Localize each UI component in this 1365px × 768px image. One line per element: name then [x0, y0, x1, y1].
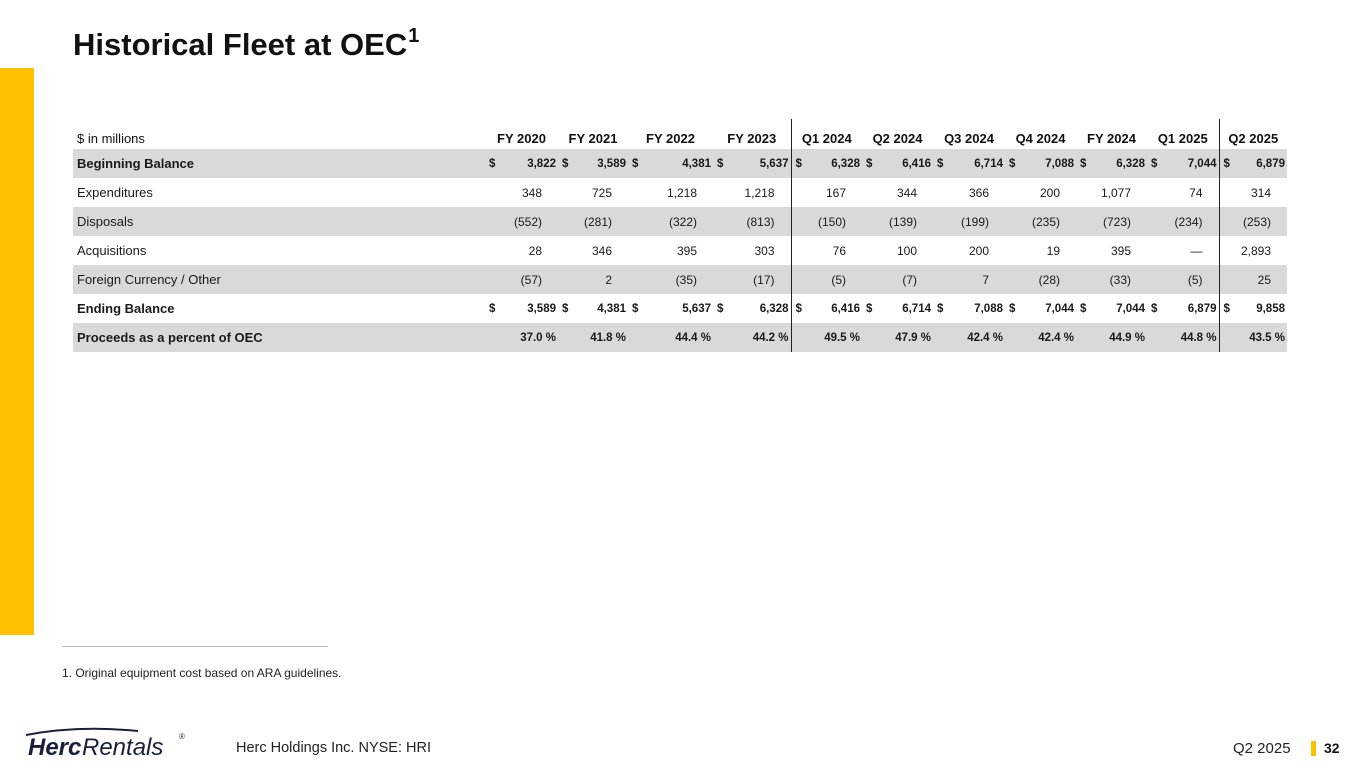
table-cell: [862, 149, 933, 178]
page-title: Historical Fleet at OEC$^1$: [73, 25, 420, 62]
currency-symbol: $: [795, 157, 802, 170]
column-header: Q2 2025: [1219, 119, 1287, 149]
table-cell: 1,218: [744, 185, 775, 200]
column-header: FY 2024: [1087, 131, 1136, 146]
cell-value: 6,714: [974, 157, 1003, 170]
currency-symbol: $: [1151, 302, 1158, 315]
cell-value: 3,589: [527, 302, 556, 315]
table-cell: 43.5 %: [1219, 323, 1287, 352]
herc-rentals-logo: [18, 726, 190, 762]
cell-value: 7,088: [974, 302, 1003, 315]
cell-value: 7,088: [1045, 157, 1074, 170]
table-cell: (139): [862, 207, 933, 236]
cell-value: 5,637: [682, 302, 711, 315]
row-label: Proceeds as a percent of OEC: [73, 323, 485, 352]
table-cell: 28: [528, 243, 542, 258]
table-cell: 25: [1219, 265, 1287, 294]
currency-symbol: $: [866, 157, 873, 170]
column-header: FY 2021: [568, 131, 618, 146]
units-label: $ in millions: [77, 131, 145, 146]
accent-side-bar: [0, 68, 34, 635]
cell-value: 7,044: [1116, 302, 1145, 315]
table-cell: 314: [1219, 178, 1287, 207]
footnote: 1. Original equipment cost based on ARA guidelines.: [62, 666, 342, 680]
table-cell: 44.9 %: [1076, 323, 1147, 352]
header-row: [73, 119, 1287, 149]
table-cell: 47.9 %: [862, 323, 933, 352]
cell-value: 9,858: [1256, 302, 1285, 315]
table-cell: 725: [591, 185, 612, 200]
table-cell: (28): [1005, 265, 1076, 294]
cell-value: 6,879: [1256, 157, 1285, 170]
table-cell: [791, 294, 862, 323]
table-cell: 37.0 %: [485, 323, 558, 352]
table-cell: [1076, 149, 1147, 178]
currency-symbol: $: [1009, 302, 1016, 315]
currency-symbol: $: [562, 157, 569, 170]
table-cell: [713, 294, 791, 323]
table-cell: (723): [1076, 207, 1147, 236]
currency-symbol: $: [1080, 157, 1087, 170]
row-label: Beginning Balance: [73, 149, 485, 178]
cell-value: 4,381: [682, 157, 711, 170]
table-cell: [1147, 149, 1219, 178]
table-cell: [558, 294, 628, 323]
table-cell: (281): [558, 207, 628, 236]
table-row: [73, 236, 1287, 265]
currency-symbol: $: [937, 302, 944, 315]
table-cell: (5): [791, 265, 862, 294]
table-cell: [485, 294, 558, 323]
table-cell: 344: [896, 185, 917, 200]
table-row: [73, 294, 1287, 323]
cell-value: 6,328: [759, 302, 789, 315]
currency-symbol: $: [632, 302, 639, 315]
table-cell: [1076, 294, 1147, 323]
table-cell: 41.8 %: [558, 323, 628, 352]
currency-symbol: $: [717, 157, 724, 170]
table-cell: 44.8 %: [1147, 323, 1219, 352]
cell-value: 6,328: [1116, 157, 1145, 170]
table-cell: 42.4 %: [1005, 323, 1076, 352]
table-cell: (813): [713, 207, 791, 236]
table-body: [73, 149, 1287, 352]
cell-value: 6,416: [831, 302, 860, 315]
table-cell: (199): [933, 207, 1005, 236]
column-header: FY 2023: [727, 131, 777, 146]
cell-value: 7,044: [1187, 157, 1217, 170]
table-cell: 1,077: [1100, 185, 1131, 200]
cell-value: 5,637: [759, 157, 789, 170]
table-cell: (253): [1219, 207, 1287, 236]
currency-symbol: $: [866, 302, 873, 315]
table-cell: —: [1190, 243, 1203, 258]
cell-value: 6,328: [831, 157, 860, 170]
column-header: FY 2022: [646, 131, 695, 146]
table-cell: (552): [485, 207, 558, 236]
footnote-divider: [62, 646, 328, 647]
table-row: [73, 265, 1287, 294]
table-cell: [628, 294, 713, 323]
table-cell: [1219, 149, 1287, 178]
currency-symbol: $: [1223, 302, 1230, 315]
table-cell: [713, 149, 791, 178]
currency-symbol: $: [562, 302, 569, 315]
table-cell: (7): [862, 265, 933, 294]
column-header: Q4 2024: [1015, 131, 1066, 146]
title-footnote-marker: 1: [408, 25, 420, 47]
table-cell: 49.5 %: [791, 323, 862, 352]
currency-symbol: $: [489, 302, 496, 315]
currency-symbol: $: [937, 157, 944, 170]
table-row: [73, 149, 1287, 178]
table-cell: 303: [754, 243, 775, 258]
cell-value: 7,044: [1045, 302, 1074, 315]
row-label: Expenditures: [77, 185, 153, 200]
table-cell: (234): [1147, 207, 1219, 236]
table-row: [73, 323, 1287, 352]
table-cell: 1,218: [666, 185, 697, 200]
cell-value: 3,822: [527, 157, 556, 170]
table-cell: [485, 149, 558, 178]
table-cell: 395: [1110, 243, 1131, 258]
table-cell: 2: [558, 265, 628, 294]
table-cell: [1005, 294, 1076, 323]
table-cell: (17): [713, 265, 791, 294]
table-cell: 346: [591, 243, 612, 258]
row-label: Ending Balance: [77, 301, 175, 316]
table-cell: 2,893: [1219, 236, 1287, 265]
table-cell: 42.4 %: [933, 323, 1005, 352]
table-cell: 200: [968, 243, 989, 258]
row-label: Disposals: [73, 207, 485, 236]
cell-value: 3,589: [597, 157, 626, 170]
row-label: Foreign Currency / Other: [73, 265, 485, 294]
cell-value: 4,381: [597, 302, 626, 315]
table-cell: 74: [1189, 185, 1203, 200]
table-cell: [558, 149, 628, 178]
table-cell: 44.4 %: [628, 323, 713, 352]
table-cell: (33): [1076, 265, 1147, 294]
logo-text-light: Rentals: [82, 734, 164, 761]
cell-value: 6,879: [1187, 302, 1217, 315]
logo-registered-mark: ®: [179, 732, 185, 741]
table-cell: 200: [1039, 185, 1060, 200]
table-cell: [933, 149, 1005, 178]
page-number: 32: [1324, 740, 1340, 756]
table-row: [73, 207, 1287, 236]
currency-symbol: $: [632, 157, 639, 170]
currency-symbol: $: [1223, 157, 1230, 170]
table-cell: (235): [1005, 207, 1076, 236]
table-cell: [1147, 294, 1219, 323]
column-header: Q1 2025: [1157, 131, 1208, 146]
table-cell: [933, 294, 1005, 323]
column-header: Q1 2024: [791, 119, 862, 149]
row-label: Acquisitions: [77, 243, 147, 258]
table-cell: 44.2 %: [713, 323, 791, 352]
table-cell: [791, 149, 862, 178]
table-cell: (150): [791, 207, 862, 236]
column-header: FY 2020: [497, 131, 546, 146]
table-cell: (35): [628, 265, 713, 294]
table-cell: 366: [968, 185, 989, 200]
cell-value: 6,416: [902, 157, 931, 170]
column-header: Q2 2024: [872, 131, 923, 146]
table-cell: (322): [628, 207, 713, 236]
table-cell: [1219, 294, 1287, 323]
currency-symbol: $: [717, 302, 724, 315]
currency-symbol: $: [1009, 157, 1016, 170]
currency-symbol: $: [489, 157, 496, 170]
fleet-table: [73, 119, 1287, 352]
table-cell: [1005, 149, 1076, 178]
currency-symbol: $: [1151, 157, 1158, 170]
table-cell: (57): [485, 265, 558, 294]
table-cell: 19: [1046, 243, 1060, 258]
table-cell: (5): [1147, 265, 1219, 294]
company-ticker: Herc Holdings Inc. NYSE: HRI: [236, 740, 432, 756]
table-cell: 395: [676, 243, 697, 258]
currency-symbol: $: [795, 302, 802, 315]
footer-quarter: Q2 2025: [1233, 740, 1291, 757]
currency-symbol: $: [1080, 302, 1087, 315]
table-cell: 167: [791, 178, 862, 207]
table-cell: 76: [791, 236, 862, 265]
cell-value: 6,714: [902, 302, 931, 315]
table-cell: [628, 149, 713, 178]
table-row: [73, 178, 1287, 207]
table-cell: 348: [521, 185, 542, 200]
column-header: Q3 2024: [944, 131, 994, 146]
logo-text-bold: Herc: [28, 734, 82, 761]
table-cell: 100: [896, 243, 917, 258]
table-cell: 7: [933, 265, 1005, 294]
table-cell: [862, 294, 933, 323]
page-number-marker: [1311, 741, 1316, 756]
